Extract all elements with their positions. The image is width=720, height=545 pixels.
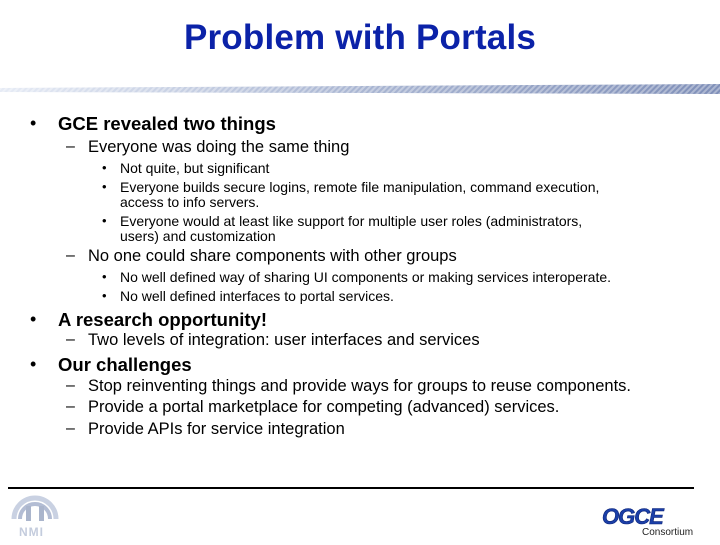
dash-marker: – [66, 398, 75, 415]
challenge-marketplace: Provide a portal marketplace for competing (advanced) services. [88, 398, 560, 416]
challenge-apis: Provide APIs for service integration [88, 420, 345, 438]
dash-marker: – [66, 247, 75, 264]
bullet-marker: • [102, 213, 107, 228]
bullet-marker: • [102, 160, 107, 175]
subsub-not-quite: Not quite, but significant [120, 160, 270, 176]
bullet-marker: • [102, 288, 107, 303]
subsub-secure-logins-line1: Everyone builds secure logins, remote file manipulation, command execution, [120, 179, 600, 195]
bullet-marker: • [30, 354, 37, 374]
dash-marker: – [66, 331, 75, 348]
svg-text:NMI: NMI [19, 525, 44, 539]
footer-divider [8, 487, 694, 489]
subsub-ui-components: No well defined way of sharing UI components or making services interoperate. [120, 269, 612, 285]
bullet-gce-revealed: GCE revealed two things [58, 113, 276, 134]
dash-marker: – [66, 420, 75, 437]
nmi-logo [6, 493, 64, 539]
bullet-our-challenges: Our challenges [58, 354, 192, 375]
svg-text:OGCE: OGCE [602, 504, 663, 529]
subsub-user-roles-line2: users) and customization [120, 228, 276, 244]
slide-title: Problem with Portals [183, 18, 537, 57]
consortium-caption: Consortium [642, 527, 694, 538]
subsub-portal-interfaces: No well defined interfaces to portal services. [120, 288, 394, 304]
dash-marker: – [66, 377, 75, 394]
bullet-marker: • [30, 113, 37, 133]
dash-marker: – [66, 138, 75, 155]
subbullet-no-sharing: No one could share components with other groups [88, 247, 457, 265]
challenge-reuse-components: Stop reinventing things and provide ways for groups to reuse components. [88, 377, 631, 395]
bullet-marker: • [102, 269, 107, 284]
subbullet-two-levels: Two levels of integration: user interfaces and services [88, 331, 480, 349]
subsub-secure-logins-line2: access to info servers. [120, 194, 260, 210]
bullet-marker: • [30, 309, 37, 329]
bullet-research-opportunity: A research opportunity! [58, 309, 268, 330]
subbullet-same-thing: Everyone was doing the same thing [88, 138, 350, 156]
subsub-user-roles-line1: Everyone would at least like support for multiple user roles (administrators, [120, 213, 583, 229]
bullet-marker: • [102, 179, 107, 194]
